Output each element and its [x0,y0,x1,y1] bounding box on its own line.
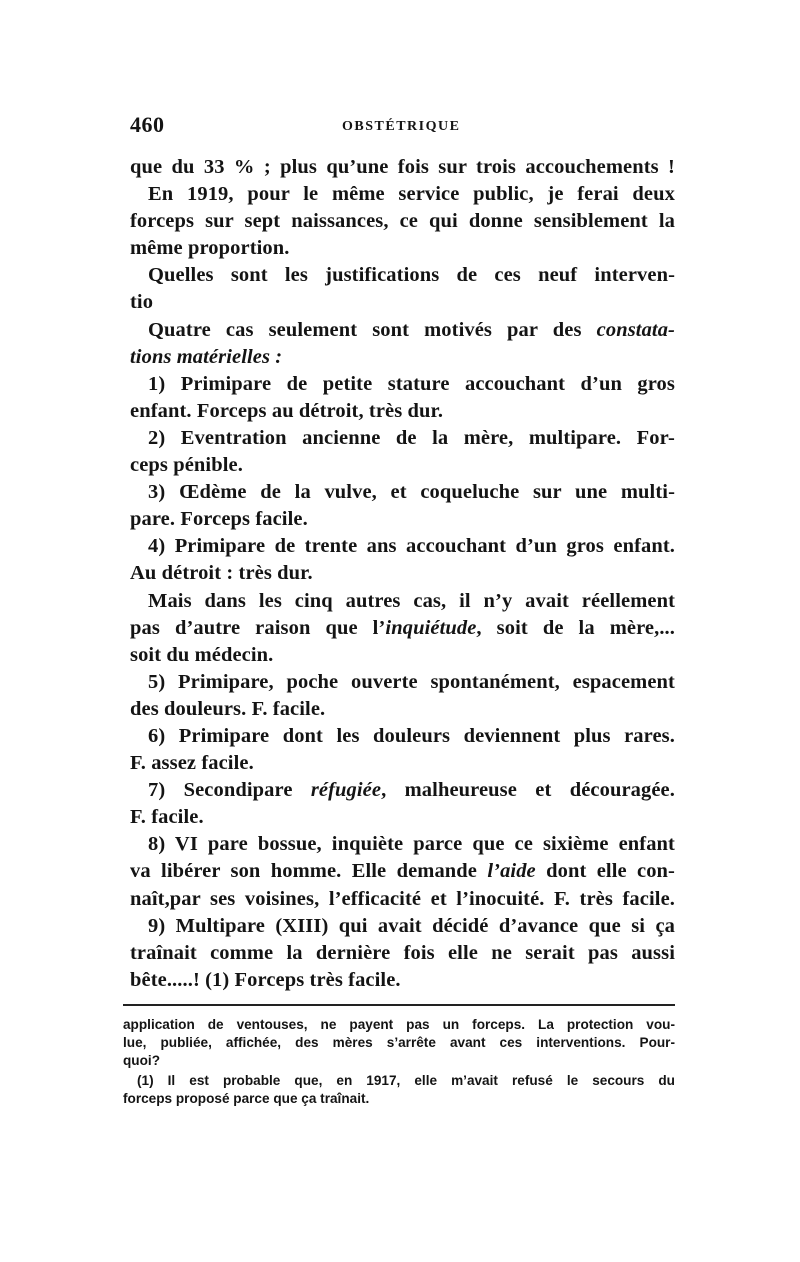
footnote-divider [123,1004,675,1006]
page-number: 460 [130,112,165,137]
text-line: enfant. Forceps au détroit, très dur. [130,399,444,422]
text-line: 1) Primipare de petite stature accouchant d’un gros [148,372,675,395]
text-line [130,344,675,371]
footnote-line: (1) Il est probable que, en 1917, elle m’avait refusé le secours du [137,1073,675,1088]
text-run: Quatre cas seulement sont motivés par des [148,318,582,341]
page-header [130,112,675,142]
text-line: 2) Eventration ancienne de la mère, multipare. For- [148,426,675,449]
footnotes [123,1016,675,1108]
italic-run: constata- [596,318,675,341]
text-run: 7) Secondipare [148,779,293,802]
text-line: soit du médecin. [130,643,274,666]
text-run: va libérer son homme. Elle demande [130,860,478,883]
text-line: 9) Multipare (XIII) qui avait décidé d’avance que si ça [148,914,675,937]
text-line: 4) Primipare de trente ans accouchant d’un gros enfant. [148,535,675,558]
text-line: F. facile. [130,806,204,829]
text-line: bête.....! (1) Forceps très facile. [130,968,401,991]
text-line: forceps sur sept naissances, ce qui donne sensiblement la [130,210,675,233]
text-line [130,777,675,804]
italic-run: l’aide [487,860,536,883]
text-line: Au détroit : très dur. [130,562,313,585]
running-head: OBSTÉTRIQUE [342,119,461,134]
text-line: même proportion. [130,237,290,260]
body-text [130,154,675,994]
footnote-line: application de ventouses, ne payent pas un forceps. La protection vou- [123,1017,675,1032]
text-line: pare. Forceps facile. [130,508,308,531]
text-line [130,317,675,344]
text-line: traînait comme la dernière fois elle ne serait pas aussi [130,941,675,964]
text-line: tio [130,291,154,314]
text-line: Mais dans les cinq autres cas, il n’y avait réellement [148,589,675,612]
italic-run: réfugiée [310,779,382,802]
text-line [130,615,675,642]
text-run: dont elle con- [546,860,675,883]
text-line: 6) Primipare dont les douleurs deviennent plus rares. [148,724,675,747]
text-line: Quelles sont les justifications de ces neuf interven- [148,264,675,287]
text-line: des douleurs. F. facile. [130,697,326,720]
text-line: 5) Primipare, poche ouverte spontanément, espacement [148,670,675,693]
italic-run: tions matérielles : [130,345,283,368]
text-line: naît,par ses voisines, l’efficacité et l’inocuité. F. très facile. [130,887,675,910]
text-run: , malheureuse et découragée. [381,779,675,802]
text-line: ceps pénible. [130,454,243,477]
text-line [130,858,675,885]
text-line: En 1919, pour le même service public, je ferai deux [148,183,675,206]
text-line: F. assez facile. [130,752,254,775]
text-run: pas d’autre raison que l’ [130,616,386,639]
text-run: , soit de la mère,... [476,616,675,639]
text-line: 8) VI pare bossue, inquiète parce que ce sixième enfant [148,833,675,856]
footnote-line: forceps proposé parce que ça traînait. [123,1091,370,1106]
italic-run: inquiétude [385,616,477,639]
footnote-line: quoi? [123,1053,160,1068]
text-line: que du 33 % ; plus qu’une fois sur trois accouchements ! [130,156,675,178]
footnote-line: lue, publiée, affichée, des mères s’arrête avant ces interventions. Pour- [123,1035,675,1050]
text-line: 3) Œdème de la vulve, et coqueluche sur une multi- [148,481,675,504]
